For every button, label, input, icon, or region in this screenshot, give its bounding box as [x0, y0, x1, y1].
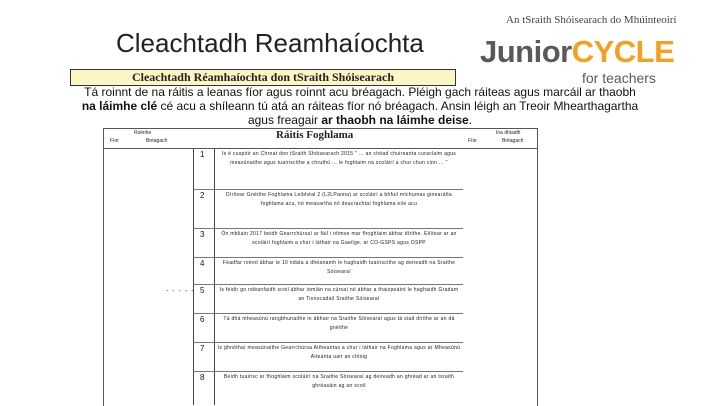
row-number: 7 [200, 344, 205, 353]
row-number: 8 [200, 373, 205, 382]
statement-text: Ón mbliain 2017 beidh Gearrchúrsaí ar fáil i réimse mar fhoghlaim ábhar dírithe. Éilítear ar an scoláirí foghlaim a chur i láthair na Gaeilge, ar CO-GSPS agus OSPP [221, 231, 457, 246]
row-number: 6 [200, 315, 205, 324]
statement-text: Is é cuspóir an Chreat don tSraith Shóisearach 2015 " ... an chéad chuireanta curaclaim agus measúnaithe agus tuairiscithe a chruthú ... le foghlaim na scoláirí a chur chun cinn ... " [221, 151, 457, 166]
statement-row-1 [193, 149, 463, 189]
instructions-bold-right: ar thaobh na láimhe deise [321, 113, 469, 127]
statement-text: Dírítear Gnéithe Foghlama Leibhéal 2 (L2LPanna) ar scoláirí a bhfuil míchumas ginearálta foghlama acu, nó measartha nó deacrachtaí foghlama eile acu [226, 192, 452, 207]
row-number: 4 [200, 259, 205, 268]
statement-row-7 [193, 343, 463, 371]
row-number-box [193, 229, 215, 257]
instructions-line-3-plain: agus freagair [247, 113, 322, 127]
instructions-line-3-end: . [468, 113, 473, 127]
left-header: Roimhe [134, 130, 152, 136]
logo-cycle: CYCLE [571, 34, 675, 69]
left-col-true: Fíor [110, 138, 119, 144]
row-number-box [193, 343, 215, 371]
row-number: 1 [200, 150, 205, 159]
row-number-box [193, 190, 215, 228]
instructions [0, 85, 720, 127]
instructions-line-2-rest: cé acu a shíleann tú atá an ráiteas fíor nó bréagach. Ansin léigh an Treoir Mhearthagartha [157, 99, 639, 113]
instructions-line-3 [0, 113, 720, 127]
row-number: 5 [200, 286, 205, 295]
statement-text: Beidh tuairisc ar fhoghlaim scoláirí na Sraithe Sóisearaí ag deireadh an ghréad ar an tsraith ghréasáin ag an scoil [223, 374, 455, 389]
instructions-line-1: Tá roinnt de na ráitis a leanas fíor agus roinnt acu bréagach. Pléigh gach ráiteas agus marcáil ar thaobh [84, 85, 636, 99]
row-number-box [193, 258, 215, 284]
statement-text: Is féidir go ndéanfaidh scoil ábhar iomlán na cúrsaí nó ábhar a thaispeáint le haghaidh Gradam an Tionscadail Sraithe Sóisearaí [219, 287, 459, 302]
row-number-box [193, 372, 215, 405]
left-col-false: Bréagach [146, 138, 168, 144]
logo-tagline: An tSraith Shóisearach do Mhúinteoirí [506, 14, 677, 26]
statement-row-2 [193, 190, 463, 228]
statement-row-5 [193, 285, 463, 313]
instructions-bold-left: na láimhe clé [81, 99, 158, 113]
right-col-true: Fíor [468, 138, 477, 144]
row-number-box [193, 149, 215, 189]
dash-mark: - - - - - [166, 288, 195, 295]
statement-text: Is ghnóthaí measúnaithe Gearrchúrsa Aitheantas a chur i láthair na Foghlama agus ar Mheasúnú Aiteanta uair an chloig [217, 345, 461, 360]
logo-subtitle: for teachers [582, 70, 656, 86]
statement-row-6 [193, 314, 463, 342]
statement-text: Tá dhá mheasúnú rangbhunaithe in ábhair na Sraithe Sóisearaí agus tá siad dírithe ar an dá gnéithe [223, 316, 455, 331]
row-number-box [193, 285, 215, 313]
instructions-line-2 [0, 99, 720, 113]
table-title: Ráitis Foghlama [276, 129, 354, 141]
row-number: 3 [200, 230, 205, 239]
logo-wordmark [480, 34, 674, 70]
slide-title: Cleachtadh Reamhaíochta [116, 28, 424, 58]
logo-junior: Junior [480, 34, 572, 69]
row-number-box [193, 314, 215, 342]
right-header: Ina dhiaidh [496, 130, 521, 136]
statement-row-8 [193, 372, 463, 405]
activity-banner: Cleachtadh Réamhaíochta don tSraith Shóisearach [70, 69, 456, 86]
statement-text: Féadfar roinnt ábhar le 10 ndáta a dhéanamh le haghaidh tuairiscithe ag deireadh na Sraithe Sóisearaí [222, 260, 456, 275]
right-col-false: Bréagach [502, 138, 524, 144]
statement-row-4 [193, 258, 463, 284]
junior-cycle-logo [476, 0, 720, 92]
row-number: 2 [200, 191, 205, 200]
statement-row-3 [193, 229, 463, 257]
